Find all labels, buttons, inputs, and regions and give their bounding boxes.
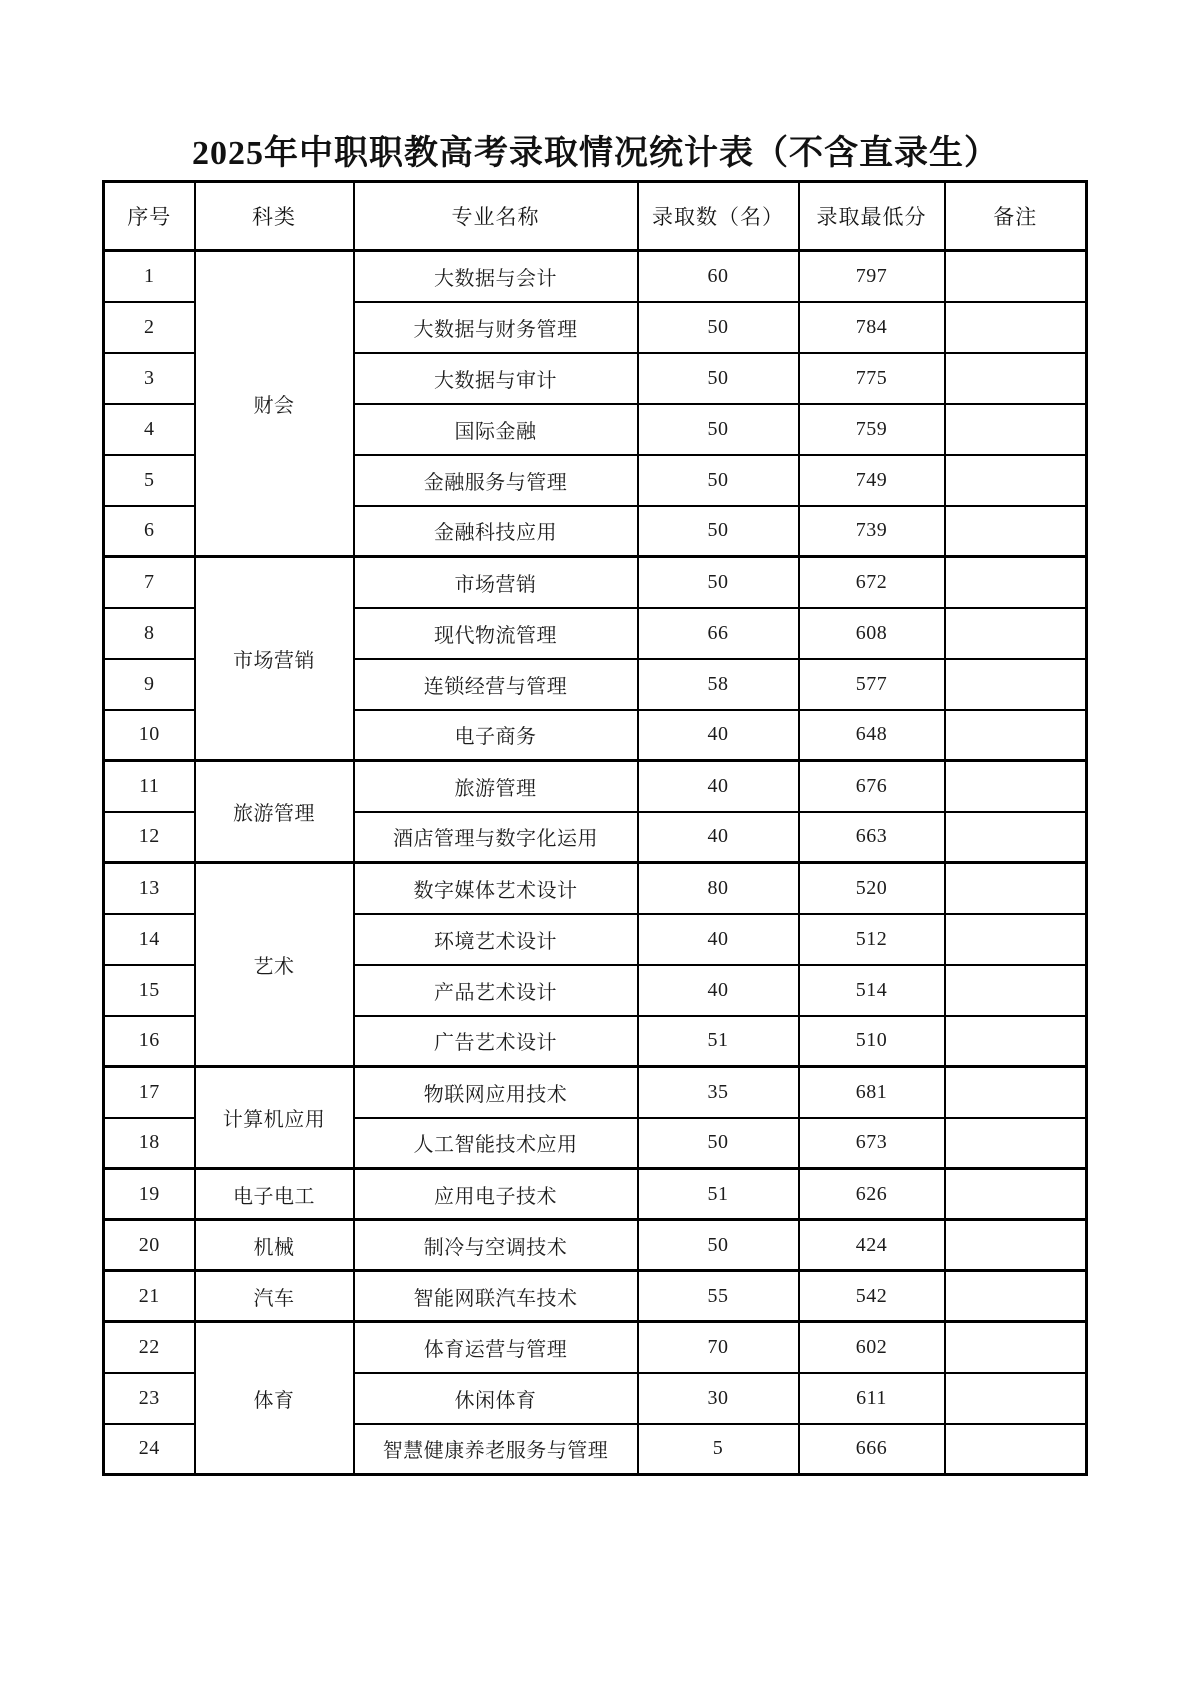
serial-cell: 3 bbox=[104, 353, 195, 404]
major-cell: 金融服务与管理 bbox=[354, 455, 638, 506]
min-score-cell: 542 bbox=[799, 1271, 945, 1322]
admitted-count-cell: 50 bbox=[638, 353, 799, 404]
serial-cell: 1 bbox=[104, 251, 195, 302]
major-cell: 市场营销 bbox=[354, 557, 638, 608]
min-score-cell: 424 bbox=[799, 1220, 945, 1271]
remark-cell bbox=[945, 812, 1087, 863]
serial-cell: 9 bbox=[104, 659, 195, 710]
major-cell: 国际金融 bbox=[354, 404, 638, 455]
major-cell: 旅游管理 bbox=[354, 761, 638, 812]
admitted-count-cell: 50 bbox=[638, 455, 799, 506]
col-header-category: 科类 bbox=[195, 182, 354, 251]
serial-cell: 17 bbox=[104, 1067, 195, 1118]
major-cell: 酒店管理与数字化运用 bbox=[354, 812, 638, 863]
remark-cell bbox=[945, 1220, 1087, 1271]
table-row bbox=[104, 863, 1087, 914]
min-score-cell: 608 bbox=[799, 608, 945, 659]
min-score-cell: 520 bbox=[799, 863, 945, 914]
major-cell: 智慧健康养老服务与管理 bbox=[354, 1424, 638, 1475]
admitted-count-cell: 70 bbox=[638, 1322, 799, 1373]
admitted-count-cell: 55 bbox=[638, 1271, 799, 1322]
major-cell: 大数据与审计 bbox=[354, 353, 638, 404]
serial-cell: 20 bbox=[104, 1220, 195, 1271]
serial-cell: 15 bbox=[104, 965, 195, 1016]
col-header-remark: 备注 bbox=[945, 182, 1087, 251]
category-cell: 市场营销 bbox=[195, 557, 354, 761]
admitted-count-cell: 50 bbox=[638, 302, 799, 353]
min-score-cell: 602 bbox=[799, 1322, 945, 1373]
remark-cell bbox=[945, 1322, 1087, 1373]
remark-cell bbox=[945, 557, 1087, 608]
major-cell: 大数据与会计 bbox=[354, 251, 638, 302]
category-cell: 汽车 bbox=[195, 1271, 354, 1322]
major-cell: 数字媒体艺术设计 bbox=[354, 863, 638, 914]
remark-cell bbox=[945, 965, 1087, 1016]
remark-cell bbox=[945, 1271, 1087, 1322]
major-cell: 体育运营与管理 bbox=[354, 1322, 638, 1373]
major-cell: 物联网应用技术 bbox=[354, 1067, 638, 1118]
col-header-admitted: 录取数（名） bbox=[638, 182, 799, 251]
serial-cell: 5 bbox=[104, 455, 195, 506]
admissions-table bbox=[102, 180, 1088, 1476]
remark-cell bbox=[945, 404, 1087, 455]
admitted-count-cell: 40 bbox=[638, 761, 799, 812]
admitted-count-cell: 30 bbox=[638, 1373, 799, 1424]
min-score-cell: 512 bbox=[799, 914, 945, 965]
remark-cell bbox=[945, 1067, 1087, 1118]
serial-cell: 6 bbox=[104, 506, 195, 557]
header-row bbox=[104, 182, 1087, 251]
min-score-cell: 510 bbox=[799, 1016, 945, 1067]
major-cell: 人工智能技术应用 bbox=[354, 1118, 638, 1169]
min-score-cell: 514 bbox=[799, 965, 945, 1016]
major-cell: 大数据与财务管理 bbox=[354, 302, 638, 353]
col-header-min-score: 录取最低分 bbox=[799, 182, 945, 251]
table-row bbox=[104, 1067, 1087, 1118]
min-score-cell: 739 bbox=[799, 506, 945, 557]
admitted-count-cell: 50 bbox=[638, 1220, 799, 1271]
serial-cell: 10 bbox=[104, 710, 195, 761]
remark-cell bbox=[945, 1016, 1087, 1067]
min-score-cell: 681 bbox=[799, 1067, 945, 1118]
remark-cell bbox=[945, 455, 1087, 506]
min-score-cell: 666 bbox=[799, 1424, 945, 1475]
admitted-count-cell: 35 bbox=[638, 1067, 799, 1118]
serial-cell: 16 bbox=[104, 1016, 195, 1067]
remark-cell bbox=[945, 506, 1087, 557]
table-row bbox=[104, 761, 1087, 812]
major-cell: 广告艺术设计 bbox=[354, 1016, 638, 1067]
major-cell: 连锁经营与管理 bbox=[354, 659, 638, 710]
major-cell: 应用电子技术 bbox=[354, 1169, 638, 1220]
major-cell: 现代物流管理 bbox=[354, 608, 638, 659]
serial-cell: 4 bbox=[104, 404, 195, 455]
table-row bbox=[104, 251, 1087, 302]
serial-cell: 18 bbox=[104, 1118, 195, 1169]
serial-cell: 22 bbox=[104, 1322, 195, 1373]
admitted-count-cell: 50 bbox=[638, 1118, 799, 1169]
major-cell: 电子商务 bbox=[354, 710, 638, 761]
admitted-count-cell: 51 bbox=[638, 1016, 799, 1067]
serial-cell: 7 bbox=[104, 557, 195, 608]
min-score-cell: 673 bbox=[799, 1118, 945, 1169]
min-score-cell: 672 bbox=[799, 557, 945, 608]
min-score-cell: 797 bbox=[799, 251, 945, 302]
category-cell: 财会 bbox=[195, 251, 354, 557]
serial-cell: 19 bbox=[104, 1169, 195, 1220]
min-score-cell: 626 bbox=[799, 1169, 945, 1220]
admitted-count-cell: 40 bbox=[638, 914, 799, 965]
category-cell: 机械 bbox=[195, 1220, 354, 1271]
remark-cell bbox=[945, 659, 1087, 710]
col-header-major: 专业名称 bbox=[354, 182, 638, 251]
category-cell: 体育 bbox=[195, 1322, 354, 1475]
category-cell: 艺术 bbox=[195, 863, 354, 1067]
serial-cell: 2 bbox=[104, 302, 195, 353]
table-row bbox=[104, 557, 1087, 608]
serial-cell: 24 bbox=[104, 1424, 195, 1475]
admitted-count-cell: 66 bbox=[638, 608, 799, 659]
category-cell: 电子电工 bbox=[195, 1169, 354, 1220]
serial-cell: 11 bbox=[104, 761, 195, 812]
min-score-cell: 648 bbox=[799, 710, 945, 761]
table-row bbox=[104, 1322, 1087, 1373]
major-cell: 智能网联汽车技术 bbox=[354, 1271, 638, 1322]
admitted-count-cell: 80 bbox=[638, 863, 799, 914]
serial-cell: 12 bbox=[104, 812, 195, 863]
major-cell: 金融科技应用 bbox=[354, 506, 638, 557]
admitted-count-cell: 60 bbox=[638, 251, 799, 302]
remark-cell bbox=[945, 914, 1087, 965]
remark-cell bbox=[945, 1373, 1087, 1424]
admitted-count-cell: 51 bbox=[638, 1169, 799, 1220]
admitted-count-cell: 5 bbox=[638, 1424, 799, 1475]
admitted-count-cell: 40 bbox=[638, 710, 799, 761]
admitted-count-cell: 50 bbox=[638, 506, 799, 557]
major-cell: 产品艺术设计 bbox=[354, 965, 638, 1016]
admitted-count-cell: 50 bbox=[638, 557, 799, 608]
serial-cell: 8 bbox=[104, 608, 195, 659]
category-cell: 计算机应用 bbox=[195, 1067, 354, 1169]
remark-cell bbox=[945, 353, 1087, 404]
remark-cell bbox=[945, 710, 1087, 761]
page-title: 2025年中职职教高考录取情况统计表（不含直录生） bbox=[192, 135, 999, 172]
min-score-cell: 759 bbox=[799, 404, 945, 455]
min-score-cell: 749 bbox=[799, 455, 945, 506]
col-header-serial: 序号 bbox=[104, 182, 195, 251]
min-score-cell: 611 bbox=[799, 1373, 945, 1424]
table-row bbox=[104, 1271, 1087, 1322]
remark-cell bbox=[945, 1169, 1087, 1220]
remark-cell bbox=[945, 608, 1087, 659]
min-score-cell: 577 bbox=[799, 659, 945, 710]
serial-cell: 21 bbox=[104, 1271, 195, 1322]
admitted-count-cell: 58 bbox=[638, 659, 799, 710]
min-score-cell: 775 bbox=[799, 353, 945, 404]
admitted-count-cell: 40 bbox=[638, 812, 799, 863]
min-score-cell: 784 bbox=[799, 302, 945, 353]
min-score-cell: 663 bbox=[799, 812, 945, 863]
admitted-count-cell: 40 bbox=[638, 965, 799, 1016]
remark-cell bbox=[945, 863, 1087, 914]
remark-cell bbox=[945, 251, 1087, 302]
table-row bbox=[104, 1169, 1087, 1220]
major-cell: 休闲体育 bbox=[354, 1373, 638, 1424]
serial-cell: 14 bbox=[104, 914, 195, 965]
category-cell: 旅游管理 bbox=[195, 761, 354, 863]
table-body bbox=[104, 251, 1087, 1475]
remark-cell bbox=[945, 761, 1087, 812]
admitted-count-cell: 50 bbox=[638, 404, 799, 455]
remark-cell bbox=[945, 1118, 1087, 1169]
major-cell: 制冷与空调技术 bbox=[354, 1220, 638, 1271]
serial-cell: 23 bbox=[104, 1373, 195, 1424]
remark-cell bbox=[945, 1424, 1087, 1475]
min-score-cell: 676 bbox=[799, 761, 945, 812]
serial-cell: 13 bbox=[104, 863, 195, 914]
remark-cell bbox=[945, 302, 1087, 353]
table-row bbox=[104, 1220, 1087, 1271]
major-cell: 环境艺术设计 bbox=[354, 914, 638, 965]
